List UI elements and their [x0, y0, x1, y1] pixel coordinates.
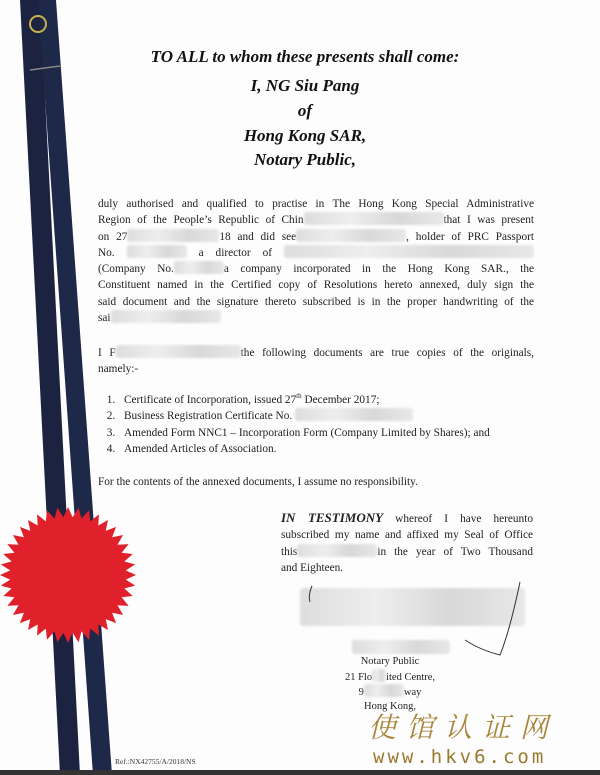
text-line: on 27 [98, 230, 128, 243]
address-line: 21 Flo [344, 671, 373, 683]
redaction [364, 684, 404, 697]
text-line: Constituent named in the Certified copy of Resolutions hereto annexed, duly sign the [98, 279, 534, 292]
text-line: namely:- [98, 363, 139, 376]
notary-address [320, 655, 460, 713]
redaction [372, 669, 386, 682]
testimony-lead: IN TESTIMONY [281, 510, 384, 525]
scan-edge [0, 770, 600, 775]
list-item [118, 392, 534, 408]
item-text: Business Registration Certificate No. [124, 410, 293, 423]
text-line: subscribed my name and affixed my Seal of Office [281, 529, 533, 542]
redaction [297, 544, 377, 557]
redaction [111, 310, 221, 323]
text-line: that I was present [443, 214, 534, 227]
redaction [127, 229, 219, 242]
address-line: 9 [358, 687, 364, 698]
address-line: Notary Public [360, 656, 420, 667]
wax-seal [0, 505, 140, 645]
heading-line: Notary Public, [254, 150, 356, 169]
text-line: No. [98, 246, 115, 259]
address-line: Hong Kong, [364, 700, 416, 712]
heading-line: Hong Kong SAR, [243, 126, 367, 145]
list-item [118, 408, 534, 424]
paragraph-authorisation [98, 196, 534, 326]
text-line: this [281, 545, 298, 558]
text-line: 18 and did see [219, 230, 297, 243]
heading-line: of [297, 101, 313, 120]
text-line: I F [98, 347, 116, 359]
redaction [174, 261, 224, 274]
superscript: th [296, 392, 302, 401]
paragraph-certification [98, 345, 534, 378]
text-line: sai [98, 312, 111, 325]
text-line: , holder of PRC Passport [406, 230, 534, 243]
item-text: December 2017; [301, 394, 380, 406]
text-line: duly authorised and qualified to practise in The Hong Kong Special Administrative [98, 198, 534, 210]
heading-line: TO ALL to whom these presents shall come: [150, 47, 460, 66]
address-line: ited Centre, [386, 671, 436, 683]
item-text: Amended Form NNC1 – Incorporation Form (Company Limited by Shares); and [124, 426, 490, 439]
testimony-paragraph [281, 510, 533, 576]
address-line: way [403, 687, 422, 698]
seal-starburst [0, 507, 136, 643]
list-item [118, 425, 534, 441]
item-text: Certificate of Incorporation, issued 27 [124, 394, 297, 406]
text-line: Region of the People’s Republic of Chin [98, 214, 304, 227]
document-list [98, 392, 534, 457]
redaction [127, 245, 187, 258]
reference-number: Ref.:NX42755/A/2018/NS [115, 757, 196, 766]
notary-name-redacted [352, 640, 450, 654]
list-item [118, 441, 534, 457]
disclaimer: For the contents of the annexed documents, I assume no responsibility. [98, 476, 418, 488]
redaction [296, 229, 406, 242]
text-line: the following documents are true copies of the originals, [240, 347, 534, 359]
text-line: a company incorporated in the Hong Kong SAR., the [223, 263, 534, 276]
item-text: Amended Articles of Association. [124, 442, 277, 455]
redaction [284, 245, 534, 258]
text-line: a director of [198, 246, 273, 259]
redaction [295, 408, 413, 421]
text-line: in the year of Two Thousand [377, 545, 533, 558]
redaction [304, 212, 444, 225]
text-line: and Eighteen. [281, 561, 344, 574]
heading-line: I, NG Siu Pang [250, 76, 360, 95]
text-line: (Company No. [98, 263, 174, 276]
watermark-logo: 使馆认证网 [368, 711, 559, 744]
text-line: whereof I have hereunto [395, 513, 533, 525]
text-line: said document and the signature thereto subscribed is in the proper handwriting of the [98, 295, 534, 308]
watermark-url: www.hkv6.com [373, 746, 547, 768]
redaction [116, 345, 241, 358]
